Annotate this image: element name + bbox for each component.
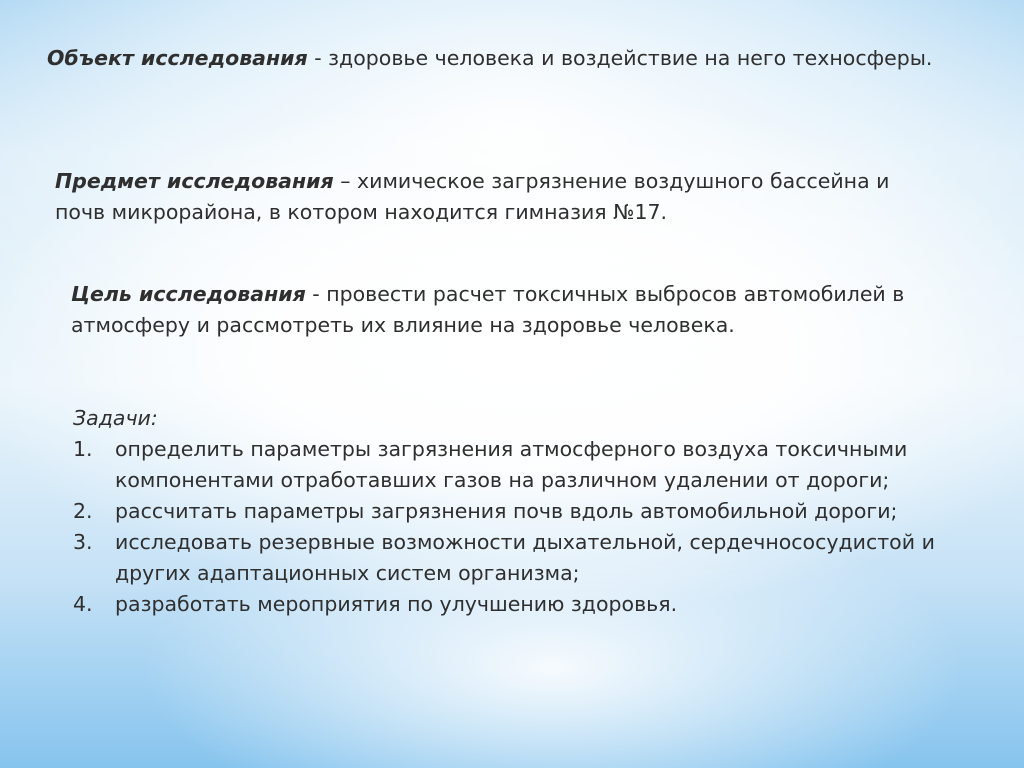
research-goal-text: - провести расчет токсичных выбросов автомобилей в атмосферу и рассмотреть их влияние на здоровье человека.	[71, 282, 905, 337]
task-item	[73, 434, 1003, 496]
task-number: 1.	[73, 437, 93, 461]
research-tasks-section	[73, 403, 1003, 620]
research-goal-term: Цель исследования	[71, 282, 306, 306]
task-item	[73, 589, 1003, 620]
task-item	[73, 496, 1003, 527]
task-list	[73, 434, 1003, 620]
research-object-paragraph	[47, 43, 947, 74]
tasks-title: Задачи:	[73, 406, 158, 430]
research-goal-paragraph	[71, 279, 991, 341]
research-object-text: - здоровье человека и воздействие на него техносферы.	[307, 46, 933, 70]
task-text: определить параметры загрязнения атмосферного воздуха токсичными компонентами отработавших газов на различном удалении от дороги;	[115, 437, 908, 492]
task-text: рассчитать параметры загрязнения почв вдоль автомобильной дороги;	[115, 499, 898, 523]
task-text: разработать мероприятия по улучшению здоровья.	[115, 592, 678, 616]
research-subject-text: – химическое загрязнение воздушного бассейна и почв микрорайона, в котором находится гимназия №17.	[55, 169, 890, 224]
task-number: 4.	[73, 592, 93, 616]
research-subject-term: Предмет исследования	[55, 169, 334, 193]
task-number: 2.	[73, 499, 93, 523]
task-text: исследовать резервные возможности дыхательной, сердечнососудистой и других адаптационных систем организма;	[115, 530, 935, 585]
research-object-term: Объект исследования	[47, 46, 308, 70]
task-item	[73, 527, 1003, 589]
research-subject-paragraph	[55, 166, 935, 228]
task-number: 3.	[73, 530, 93, 554]
